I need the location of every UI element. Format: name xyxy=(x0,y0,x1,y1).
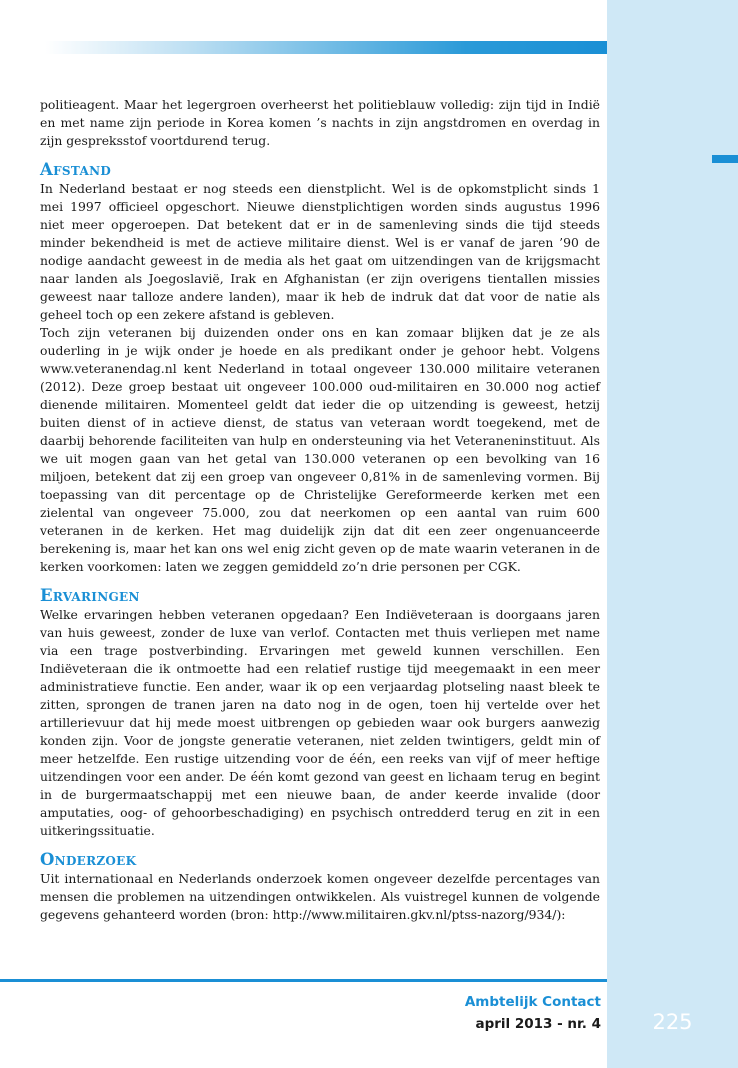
section-paragraph: In Nederland bestaat er nog steeds een dienstplicht. Wel is de opkomstplicht sinds 1 mei 1997 officieel opgeschort. Nieuwe dienstplichtigen worden sinds augustus 1996 niet meer opgeroepen. Dat betekent dat er in de samenleving sinds die tijd steeds minder bekendheid is met de actieve militaire dienst. Wel is er vanaf de jaren ’90 de nodige aandacht geweest in de media als het gaat om uitzendingen van de krijgsmacht naar landen als Joegoslavië, Irak en Afghanistan (er zijn overigens tientallen missies geweest naar talloze andere landen), maar ik heb de indruk dat dat voor de natie als geheel toch op een zekere afstand is gebleven. xyxy=(40,181,600,322)
section-paragraph: Welke ervaringen hebben veteranen opgedaan? Een Indiëveteraan is doorgaans jaren van huis geweest, zonder de luxe van verlof. Contacten met thuis verliepen met name via een trage postverbinding. Ervaringen met geweld kunnen verschillen. Een Indiëveteraan die ik ontmoette had een relatief rustige tijd meegemaakt in een meer administratieve functie. Een ander, waar ik op een verjaardag plotseling naast bleek te zitten, sprongen de tranen jaren na dato nog in de ogen, toen hij vertelde over het artillerievuur dat hij mede moest uitbrengen op gebieden waar ook burgers aanwezig konden zijn. Voor de jongste generatie veteranen, niet zelden twintigers, geldt min of meer hetzelfde. Een rustige uitzending voor de één, een reeks van vijf of meer heftige uitzendingen voor een ander. De één komt gezond van geest en lichaam terug en begint in de burgermaatschappij met een nieuwe baan, de ander keerde invalide (door amputaties, oog- of gehoorbeschadiging) en psychisch ontredderd terug en zit in een uitkeringssituatie. xyxy=(40,607,600,838)
section-paragraph: Toch zijn veteranen bij duizenden onder ons en kan zomaar blijken dat je ze als ouderling in je wijk onder je hoede en als predikant onder je gehoor hebt. Volgens www.veteranendag.nl kent Nederland in totaal ongeveer 130.000 militaire veteranen (2012). Deze groep bestaat uit ongeveer 100.000 oud-militairen en 30.000 nog actief dienende militairen. Momenteel geldt dat ieder die op uitzending is geweest, hetzij buiten dienst of in actieve dienst, de status van veteraan wordt toegekend, met de daarbij behorende faciliteiten van hulp en ondersteuning via het Veteraneninstituut. Als we uit mogen gaan van het getal van 130.000 veteranen op een bevolking van 16 miljoen, betekent dat zij een groep van ongeveer 0,81% in de samenleving vormen. Bij toepassing van dit percentage op de Christelijke Gereformeerde kerken met een zielental van ongeveer 75.000, zou dat neerkomen op een aantal van ruim 600 veteranen in de kerken. Het mag duidelijk zijn dat dit een zeer ongenuanceerde berekening is, maar het kan ons wel enig zicht geven op de mate waarin veteranen in de kerken voorkomen: laten we zeggen gemiddeld zo’n drie personen per CGK. xyxy=(40,325,600,574)
section-heading-afstand: Afstand xyxy=(40,160,112,179)
section-heading-ervaringen: Ervaringen xyxy=(40,586,140,605)
section-paragraph: Uit internationaal en Nederlands onderzoek komen ongeveer dezelfde percentages van mensen die problemen na uitzendingen ontwikkelen. Als vuistregel kunnen de volgende gegevens gehanteerd worden (bron: http://www.militairen.gkv.nl/ptss-nazorg/934/): xyxy=(40,871,600,922)
header-gradient-bar xyxy=(45,41,607,54)
article-body xyxy=(40,96,600,924)
section-heading-onderzoek: Onderzoek xyxy=(40,850,137,869)
page-number: 225 xyxy=(652,1010,693,1034)
intro-paragraph: politieagent. Maar het legergroen overheerst het politieblauw volledig: zijn tijd in Indië en met name zijn periode in Korea komen ’s nachts in zijn angstdromen en overdag in zijn gespreksstof voortdurend terug. xyxy=(40,97,600,148)
issue-label: april 2013 - nr. 4 xyxy=(475,1016,601,1032)
footer-rule xyxy=(0,979,607,982)
publication-name: Ambtelijk Contact xyxy=(464,994,601,1010)
side-accent-marker xyxy=(712,155,738,163)
